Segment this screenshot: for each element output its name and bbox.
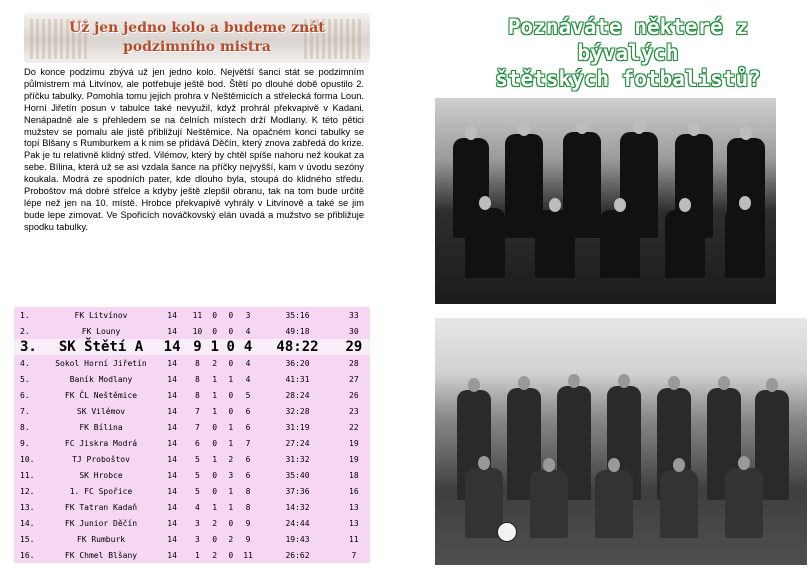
standings-cell-pos: 12. bbox=[20, 486, 35, 496]
team-photo-bottom bbox=[435, 318, 807, 565]
standings-cell-pts: 13 bbox=[349, 518, 359, 528]
standings-cell-p: 14 bbox=[167, 374, 177, 384]
standings-cell-l: 1 bbox=[228, 486, 234, 496]
banner-title bbox=[24, 19, 370, 57]
standings-cell-l: 2 bbox=[228, 454, 234, 464]
standings-cell-score: 35:40 bbox=[285, 470, 310, 480]
standings-cell-l: 1 bbox=[228, 374, 234, 384]
standings-cell-score: 26:62 bbox=[285, 550, 310, 560]
standings-cell-pts: 19 bbox=[349, 454, 359, 464]
standings-cell-team: FK Bílina bbox=[79, 422, 123, 432]
standings-cell-d: 0 bbox=[212, 422, 218, 432]
photo-headline bbox=[478, 14, 778, 92]
standings-cell-l: 0 bbox=[228, 390, 234, 400]
player-head bbox=[618, 374, 630, 388]
player-head bbox=[688, 122, 700, 136]
standings-row bbox=[14, 339, 370, 355]
standings-cell-pts: 19 bbox=[349, 438, 359, 448]
standings-cell-pts: 16 bbox=[349, 486, 359, 496]
standings-cell-pts: 22 bbox=[349, 422, 359, 432]
standings-row bbox=[14, 483, 370, 499]
standings-row bbox=[14, 387, 370, 403]
player-figure bbox=[600, 210, 640, 278]
standings-row bbox=[14, 467, 370, 483]
player-head bbox=[576, 120, 588, 134]
standings-cell-pts: 26 bbox=[349, 390, 359, 400]
standings-cell-pos: 7. bbox=[20, 406, 30, 416]
standings-cell-score: 37:36 bbox=[285, 486, 310, 496]
standings-cell-l: 0 bbox=[228, 518, 234, 528]
standings-cell-d: 0 bbox=[212, 326, 218, 336]
standings-cell-pos: 15. bbox=[20, 534, 35, 544]
standings-cell-pts: 30 bbox=[349, 326, 359, 336]
standings-row bbox=[14, 419, 370, 435]
standings-cell-x: 6 bbox=[245, 406, 251, 416]
standings-cell-w: 8 bbox=[194, 390, 200, 400]
player-head bbox=[614, 198, 626, 212]
player-head bbox=[740, 126, 752, 140]
player-head bbox=[668, 376, 680, 390]
player-figure bbox=[595, 470, 633, 538]
standings-row bbox=[14, 323, 370, 339]
standings-cell-x: 4 bbox=[245, 374, 251, 384]
standings-cell-x: 7 bbox=[245, 438, 251, 448]
standings-cell-x: 11 bbox=[243, 550, 253, 560]
standings-cell-x: 3 bbox=[245, 310, 251, 320]
standings-cell-p: 14 bbox=[167, 310, 177, 320]
standings-cell-pts: 33 bbox=[349, 310, 359, 320]
standings-row bbox=[14, 451, 370, 467]
standings-cell-pos: 13. bbox=[20, 502, 35, 512]
standings-cell-pts: 23 bbox=[349, 406, 359, 416]
standings-cell-score: 31:32 bbox=[285, 454, 310, 464]
standings-cell-w: 3 bbox=[194, 518, 200, 528]
standings-cell-d: 1 bbox=[212, 502, 218, 512]
player-head bbox=[738, 456, 750, 470]
standings-cell-p: 14 bbox=[167, 438, 177, 448]
banner-title-line2: podzimního mistra bbox=[123, 39, 271, 55]
standings-row bbox=[14, 355, 370, 371]
player-head bbox=[478, 456, 490, 470]
standings-cell-score: 24:44 bbox=[285, 518, 310, 528]
standings-cell-team: FK Chmel Blšany bbox=[64, 550, 138, 560]
article-body: Do konce podzimu zbývá už jen jedno kolo. Největší šanci stát se podzimním půlmistrem má Litvínov, ale potřebuje ještě bod. Štětí po dlouhé době opustilo 2. příčku tabulky. Pomohla tomu jejich prohra v Neštěmicích a střelecká forma Loun. Horní Jiřetín posun v tabulce také nevyužil, když prohrál překvapivě v Kadani. Nenápadně ale s přehledem se na čelních místech drží Modlany. K této pětici mužstev se pomalu ale jistě přibližují Neštěmice. Na opačném konci tabulky se topí Blšany s Rumburkem a k nim se přidává Děčín, který znova zabředá do krize. Pak je tu relativně klidný střed. Vilémov, který by chtěl spíše nahoru než koukat za sebe. Bílina, která už se asi vzdala šance na příčky nejvyšší, kam v úvodu sezóny koukala. Modrá ze spodních pater, kde dlouho byla, stoupá do klidného středu. Proboštov má dobré střelce a kdyby ještě zlepšil obranu, tak na tom bude určitě lépe než jen na 10. místě. Hrobce překvapivě vyhrály v Litvínově a také se jim bude lepe zimovat. Ve Spořicích nováčkovský elán uvadá a mužstvo se přibližuje spodku tabulky. bbox=[24, 67, 364, 232]
standings-cell-l: 0 bbox=[228, 358, 234, 368]
standings-cell-team: SK Hrobce bbox=[79, 470, 123, 480]
standings-cell-x: 9 bbox=[245, 534, 251, 544]
standings-cell-d: 1 bbox=[212, 374, 218, 384]
standings-cell-pos: 1. bbox=[20, 310, 30, 320]
standings-cell-x: 4 bbox=[245, 358, 251, 368]
standings-cell-pts: 13 bbox=[349, 502, 359, 512]
standings-cell-team: FK Rumburk bbox=[76, 534, 126, 544]
standings-cell-p: 14 bbox=[167, 550, 177, 560]
standings-cell-d: 0 bbox=[212, 310, 218, 320]
player-head bbox=[673, 458, 685, 472]
standings-row bbox=[14, 403, 370, 419]
standings-cell-w: 8 bbox=[194, 374, 200, 384]
standings-cell-pts: 18 bbox=[349, 470, 359, 480]
standings-cell-d: 0 bbox=[212, 470, 218, 480]
player-head bbox=[465, 126, 477, 140]
standings-cell-pts: 27 bbox=[349, 374, 359, 384]
standings-cell-pts: 29 bbox=[338, 339, 370, 355]
standings-cell-x: 4 bbox=[245, 326, 251, 336]
player-head bbox=[468, 378, 480, 392]
standings-cell-p: 14 bbox=[167, 406, 177, 416]
standings-cell-l: 3 bbox=[228, 470, 234, 480]
standings-cell-score: 36:20 bbox=[285, 358, 310, 368]
standings-cell-d: 1 bbox=[212, 390, 218, 400]
standings-cell-pos: 6. bbox=[20, 390, 30, 400]
player-head bbox=[518, 376, 530, 390]
standings-cell-team: TJ Proboštov bbox=[72, 454, 130, 464]
standings-cell-p: 14 bbox=[167, 502, 177, 512]
standings-cell-l: 0 bbox=[228, 550, 234, 560]
standings-cell-score: 27:24 bbox=[285, 438, 310, 448]
player-figure bbox=[535, 210, 575, 278]
standings-cell-x: 5 bbox=[245, 390, 251, 400]
standings-cell-x: 9 bbox=[245, 518, 251, 528]
standings-cell-p: 14 bbox=[167, 390, 177, 400]
standings-cell-p: 14 bbox=[167, 518, 177, 528]
standings-cell-team: FC Jiskra Modrá bbox=[64, 438, 138, 448]
standings-cell-score: 48:22 bbox=[257, 339, 338, 355]
standings-cell-pos: 16. bbox=[20, 550, 35, 560]
standings-cell-score: 49:18 bbox=[285, 326, 310, 336]
standings-cell-score: 31:19 bbox=[285, 422, 310, 432]
standings-cell-team: SK Vilémov bbox=[76, 406, 126, 416]
standings-cell-w: 9 bbox=[188, 339, 206, 355]
headline-line1: Poznáváte některé z bbox=[507, 15, 749, 39]
standings-cell-score: 32:28 bbox=[285, 406, 310, 416]
standings-cell-score: 14:32 bbox=[285, 502, 310, 512]
league-standings-table bbox=[14, 307, 370, 563]
standings-cell-team: FK Junior Děčín bbox=[64, 518, 138, 528]
player-figure bbox=[530, 470, 568, 538]
player-figure bbox=[725, 208, 765, 278]
standings-cell-p: 14 bbox=[167, 358, 177, 368]
standings-cell-score: 41:31 bbox=[285, 374, 310, 384]
standings-cell-p: 14 bbox=[167, 326, 177, 336]
headline-banner bbox=[24, 13, 370, 63]
player-head bbox=[766, 378, 778, 392]
player-head bbox=[543, 458, 555, 472]
standings-cell-team: Baník Modlany bbox=[69, 374, 133, 384]
player-head bbox=[518, 122, 530, 136]
standings-cell-team: FK Litvínov bbox=[74, 310, 128, 320]
standings-cell-pos: 10. bbox=[20, 454, 35, 464]
standings-cell-pos: 4. bbox=[20, 358, 30, 368]
standings-cell-x: 8 bbox=[245, 486, 251, 496]
standings-cell-x: 4 bbox=[239, 339, 257, 355]
standings-cell-l: 0 bbox=[228, 406, 234, 416]
player-head bbox=[479, 196, 491, 210]
standings-cell-score: 19:43 bbox=[285, 534, 310, 544]
standings-cell-x: 6 bbox=[245, 470, 251, 480]
standings-cell-pts: 7 bbox=[351, 550, 357, 560]
standings-cell-l: 0 bbox=[228, 326, 234, 336]
standings-cell-w: 11 bbox=[192, 310, 203, 320]
standings-cell-l: 1 bbox=[228, 422, 234, 432]
player-figure bbox=[725, 468, 763, 538]
standings-cell-w: 6 bbox=[194, 438, 200, 448]
standings-cell-d: 2 bbox=[212, 550, 218, 560]
standings-cell-d: 1 bbox=[212, 454, 218, 464]
standings-cell-x: 6 bbox=[245, 454, 251, 464]
standings-cell-team: FK Louny bbox=[81, 326, 121, 336]
player-head bbox=[718, 376, 730, 390]
player-head bbox=[608, 458, 620, 472]
team-photo-top bbox=[435, 98, 776, 304]
standings-cell-pos: 2. bbox=[20, 326, 30, 336]
standings-row bbox=[14, 547, 370, 563]
standings-cell-l: 1 bbox=[228, 502, 234, 512]
standings-cell-l: 1 bbox=[228, 438, 234, 448]
standings-cell-l: 0 bbox=[223, 339, 239, 355]
standings-cell-p: 14 bbox=[167, 470, 177, 480]
standings-cell-p: 14 bbox=[156, 339, 188, 355]
standings-row bbox=[14, 371, 370, 387]
standings-cell-w: 5 bbox=[194, 454, 200, 464]
player-head bbox=[679, 198, 691, 212]
standings-cell-pos: 11. bbox=[20, 470, 35, 480]
standings-row bbox=[14, 435, 370, 451]
standings-cell-team: FK ČL Neštěmice bbox=[64, 390, 138, 400]
standings-cell-w: 8 bbox=[194, 358, 200, 368]
headline-line3: štětských fotbalistů? bbox=[495, 67, 761, 91]
standings-cell-d: 1 bbox=[212, 406, 218, 416]
standings-row bbox=[14, 531, 370, 547]
player-head bbox=[549, 198, 561, 212]
standings-cell-w: 7 bbox=[194, 406, 200, 416]
player-figure bbox=[465, 208, 505, 278]
standings-cell-d: 0 bbox=[212, 534, 218, 544]
player-head bbox=[739, 196, 751, 210]
standings-cell-w: 4 bbox=[194, 502, 200, 512]
standings-cell-d: 0 bbox=[212, 486, 218, 496]
player-figure bbox=[665, 210, 705, 278]
standings-cell-team: SK Štětí A bbox=[46, 339, 156, 355]
standings-cell-d: 0 bbox=[212, 438, 218, 448]
standings-cell-pts: 11 bbox=[349, 534, 359, 544]
standings-cell-l: 0 bbox=[228, 310, 234, 320]
standings-cell-p: 14 bbox=[167, 422, 177, 432]
standings-cell-w: 5 bbox=[194, 486, 200, 496]
standings-cell-p: 14 bbox=[167, 454, 177, 464]
standings-cell-d: 1 bbox=[207, 339, 223, 355]
player-head bbox=[633, 120, 645, 134]
standings-cell-score: 35:16 bbox=[285, 310, 310, 320]
standings-cell-pts: 28 bbox=[349, 358, 359, 368]
headline-line2: bývalých bbox=[577, 41, 679, 65]
standings-cell-p: 14 bbox=[167, 486, 177, 496]
standings-cell-pos: 5. bbox=[20, 374, 30, 384]
player-head bbox=[568, 374, 580, 388]
standings-cell-pos: 9. bbox=[20, 438, 30, 448]
standings-cell-x: 6 bbox=[245, 422, 251, 432]
standings-cell-w: 7 bbox=[194, 422, 200, 432]
standings-cell-team: FK Tatran Kadaň bbox=[64, 502, 138, 512]
standings-cell-d: 2 bbox=[212, 358, 218, 368]
standings-cell-l: 2 bbox=[228, 534, 234, 544]
standings-cell-w: 1 bbox=[194, 550, 200, 560]
player-figure bbox=[660, 470, 698, 538]
standings-cell-pos: 3. bbox=[14, 339, 46, 355]
standings-cell-d: 2 bbox=[212, 518, 218, 528]
banner-title-line1: Už jen jedno kolo a budeme znát bbox=[69, 20, 325, 36]
standings-row bbox=[14, 515, 370, 531]
standings-cell-x: 8 bbox=[245, 502, 251, 512]
standings-row bbox=[14, 499, 370, 515]
standings-cell-w: 5 bbox=[194, 470, 200, 480]
standings-cell-pos: 8. bbox=[20, 422, 30, 432]
standings-cell-score: 28:24 bbox=[285, 390, 310, 400]
standings-cell-team: Sokol Horní Jiřetín bbox=[55, 358, 147, 368]
standings-cell-w: 3 bbox=[194, 534, 200, 544]
football bbox=[497, 522, 517, 542]
standings-cell-w: 10 bbox=[192, 326, 203, 336]
standings-cell-team: 1. FC Spořice bbox=[69, 486, 133, 496]
standings-cell-p: 14 bbox=[167, 534, 177, 544]
standings-row bbox=[14, 307, 370, 323]
standings-cell-pos: 14. bbox=[20, 518, 35, 528]
